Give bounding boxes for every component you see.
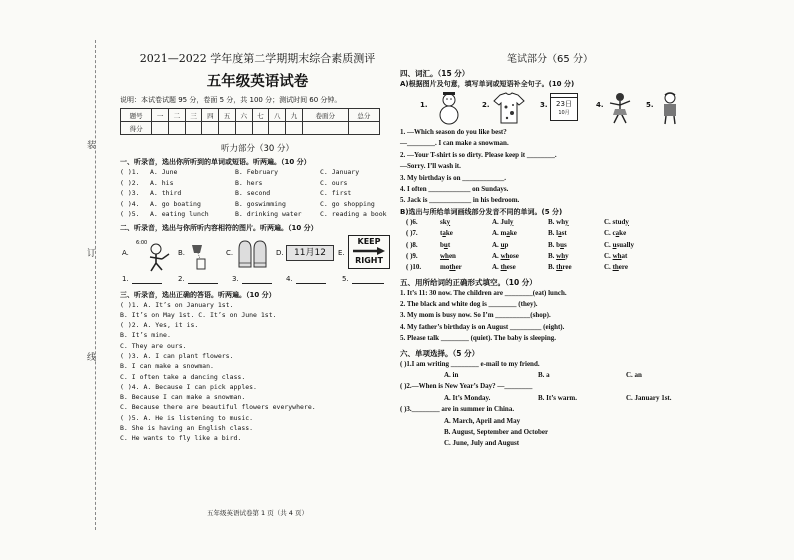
blank-label: 1. — [122, 274, 129, 283]
option-b: B. drinking water — [235, 210, 302, 218]
option-a: A. eating lunch — [150, 210, 209, 218]
section-1-heading: 一、听录音，选出你所听到的单词或短语。听两遍。（10 分） — [120, 158, 311, 166]
underlined-part: wh — [440, 251, 449, 260]
margin-label-1: 装 — [85, 140, 95, 149]
item-number: ( )4. — [120, 199, 140, 208]
item-number: ( )9. — [406, 251, 418, 260]
list-item: C. Because there are beautiful flowers everywhere. — [120, 403, 316, 412]
section-4b-list — [400, 217, 700, 274]
clock-time-text: 6:00 — [136, 239, 148, 246]
underlined-part: a — [615, 229, 620, 238]
word-part: ose — [509, 251, 519, 260]
word-part: C. c — [604, 229, 616, 238]
list-item: 5. Jack is ____________ in his bedroom. — [400, 196, 520, 205]
word-part: s — [563, 240, 567, 249]
score-header-cell: 四 — [202, 109, 219, 122]
dirty-tshirt-picture — [492, 91, 526, 125]
underlined-part: y — [625, 217, 629, 226]
word-part: st — [561, 229, 567, 238]
underlined-part: y — [446, 217, 451, 226]
score-cell[interactable] — [152, 122, 169, 135]
underlined-part: th — [449, 263, 456, 272]
score-table-header — [121, 109, 380, 122]
picture-answer-blanks — [120, 275, 395, 287]
question-3: ( )3.________ are in summer in China. — [400, 405, 515, 414]
score-header-cell: 七 — [252, 109, 269, 122]
list-item: ( )5. A. He is listening to music. — [120, 413, 254, 422]
section-3-heading: 三、听录音，选出正确的答语。听两遍。（10 分） — [120, 290, 276, 299]
section-2-heading: 二、听录音，选出与你所听内容相符的图片。听两遍。（10 分） — [120, 223, 318, 232]
score-cell[interactable] — [219, 122, 236, 135]
score-cell[interactable] — [235, 122, 252, 135]
item-number: ( )3. — [120, 189, 140, 197]
section-4a-list — [400, 127, 700, 207]
gloves-picture — [236, 237, 270, 271]
list-item: 4. My father’s birthday is on August _________ (eight). — [400, 322, 565, 331]
option-a: A. go boating — [150, 199, 201, 208]
item-number: ( )1. — [120, 168, 140, 176]
word-part: A. — [492, 263, 501, 272]
option-b — [548, 262, 572, 273]
listening-part-title: 听力部分（30 分） — [220, 144, 295, 154]
section-3-list — [120, 300, 395, 444]
list-item: C. They are ours. — [120, 341, 187, 350]
sign-line-1: KEEP — [357, 236, 381, 246]
item-number: ( )7. — [406, 229, 418, 238]
option-c — [604, 217, 629, 228]
option-a: A. his — [150, 178, 174, 187]
list-item: C. He wants to fly like a bird. — [120, 434, 242, 443]
option-c: C. reading a book — [320, 210, 387, 218]
question-3-option-c: C. June, July and August — [444, 439, 520, 448]
word-part: en — [448, 251, 456, 260]
score-header-cell: 题号 — [121, 109, 152, 122]
snowman-picture — [432, 91, 466, 125]
option-c: C. an — [626, 371, 642, 380]
list-item: 2. The black and white dog is ________ (they). — [400, 300, 538, 309]
target-word — [440, 262, 462, 273]
dancing-girl-picture — [606, 91, 634, 125]
score-table-row — [121, 122, 380, 135]
option-c — [604, 240, 634, 251]
option-c: C. January 1st. — [626, 393, 672, 402]
score-table — [120, 108, 380, 135]
list-item: —________. I can make a snowman. — [400, 139, 509, 148]
word-part: t — [447, 240, 451, 249]
list-item: C. I often take a dancing class. — [120, 372, 246, 381]
writing-part-title: 笔试部分（65 分） — [507, 54, 593, 65]
option-b — [548, 228, 567, 239]
word-part: A. m — [492, 229, 507, 238]
underlined-part: wh — [556, 251, 566, 260]
question-3-option-b: B. August, September and October — [444, 427, 549, 436]
score-header-cell: 总分 — [348, 109, 379, 122]
underlined-part: wh — [612, 251, 622, 260]
option-c: C. go shopping — [320, 199, 375, 208]
option-a: A. June — [150, 168, 178, 176]
list-item: B. Because I can make a snowman. — [120, 393, 246, 402]
calendar-picture — [550, 93, 578, 121]
answer-blank[interactable] — [296, 283, 326, 284]
pic-number: 2. — [482, 101, 490, 109]
page-footer: 五年级英语试卷第 1 页（共 4 页） — [206, 509, 309, 517]
list-item: ( )1. A. It’s on January 1st. — [120, 300, 234, 309]
exam-note: 说明：本试卷试题 95 分，卷面 5 分，共 100 分；测试时间 60 分钟。 — [120, 96, 342, 104]
score-cell[interactable] — [286, 122, 303, 135]
pic-letter-a: A. — [122, 248, 129, 257]
question-2-options — [400, 393, 700, 404]
section-6-heading: 六、单项选择。（5 分） — [400, 348, 480, 358]
underlined-part: y — [565, 217, 569, 226]
list-item: 1. —Which season do you like best? — [400, 128, 507, 136]
option-b — [548, 240, 567, 251]
option-a — [492, 240, 508, 251]
blank-label: 3. — [232, 274, 239, 283]
list-item — [400, 262, 700, 273]
word-part: C. — [604, 251, 613, 260]
word-part: er — [455, 263, 462, 272]
score-header-cell: 一 — [152, 109, 169, 122]
score-cell[interactable] — [348, 122, 379, 135]
word-part: p — [504, 240, 509, 249]
pic-letter-c: C. — [226, 248, 234, 257]
score-header-cell: 九 — [286, 109, 303, 122]
exam-title: 五年级英语试卷 — [206, 73, 309, 90]
score-header-cell: 五 — [219, 109, 236, 122]
score-header-cell: 三 — [185, 109, 202, 122]
word-part: y — [565, 251, 569, 260]
section-1-list — [120, 167, 395, 220]
pic-number: 4. — [596, 101, 604, 109]
answer-blank[interactable] — [132, 283, 162, 284]
word-part: at — [621, 251, 628, 260]
vocab-picture-row — [400, 91, 700, 127]
list-item — [400, 228, 700, 239]
word-part: mo — [440, 263, 450, 272]
item-number: ( )5. — [120, 210, 140, 218]
underlined-part: u — [612, 240, 617, 249]
list-item: ( )2. A. Yes, it is. — [120, 321, 199, 330]
underlined-part: th — [556, 263, 563, 272]
underlined-part: th — [612, 263, 619, 272]
list-item: 3. My birthday is on ____________. — [400, 173, 506, 182]
pic-letter-d: D. — [276, 248, 284, 257]
list-item — [120, 167, 395, 178]
list-item — [400, 217, 700, 228]
score-cell[interactable] — [185, 122, 202, 135]
margin-label-3: 线 — [85, 352, 95, 361]
score-header-cell: 六 — [235, 109, 252, 122]
calendar-date-picture: 11月12 — [286, 245, 334, 261]
word-part: t — [440, 229, 443, 238]
word-part: B. b — [548, 240, 561, 249]
list-item: 4. I often ____________ on Sundays. — [400, 184, 509, 193]
answer-blank[interactable] — [242, 283, 272, 284]
option-c — [604, 228, 626, 239]
list-item: B. She is having an English class. — [120, 424, 254, 433]
question-1-options — [400, 370, 700, 381]
target-word — [440, 251, 456, 262]
underlined-part: y — [509, 217, 514, 226]
right-page — [400, 50, 700, 520]
blank-label: 2. — [178, 274, 185, 283]
margin-label-2: 订 — [85, 248, 95, 257]
word-part: A. Jul — [492, 217, 510, 226]
pic-number: 3. — [540, 101, 548, 109]
option-b: B. a — [538, 371, 550, 380]
list-item: B. It’s on May 1st. C. It’s on June 1st. — [120, 310, 277, 319]
word-part: ere — [618, 263, 628, 272]
blank-label: 4. — [286, 274, 293, 283]
pic-number: 5. — [646, 101, 654, 109]
item-number: ( )6. — [406, 217, 418, 226]
score-cell[interactable] — [252, 122, 269, 135]
pic-number: 1. — [420, 101, 428, 109]
underlined-part: th — [500, 263, 507, 272]
score-header-cell: 八 — [269, 109, 286, 122]
option-b: B. It’s warm. — [538, 393, 578, 402]
section-4-heading: 四、词汇。（15 分） — [400, 69, 470, 78]
score-row-label: 得分 — [121, 122, 152, 135]
word-part: sk — [440, 217, 447, 226]
word-part: C. — [604, 240, 613, 249]
word-part: C. — [604, 263, 613, 272]
section-4b-heading: B)选出与所给单词画线部分发音不同的单词。(5 分) — [400, 207, 563, 216]
list-item: B. It’s mine. — [120, 331, 171, 340]
item-number: ( )8. — [406, 240, 418, 249]
left-page — [120, 50, 395, 520]
word-part: ree — [562, 263, 572, 272]
option-a — [492, 262, 516, 273]
option-b: B. hers — [235, 178, 263, 187]
word-part: A. — [492, 251, 501, 260]
arrow-right-icon — [351, 247, 387, 255]
underlined-part: a — [506, 229, 510, 238]
score-header-cell: 卷面分 — [302, 109, 348, 122]
pouring-water-picture — [188, 241, 216, 271]
target-word — [440, 240, 450, 251]
option-a: A. third — [150, 189, 182, 197]
answer-blank[interactable] — [188, 283, 218, 284]
option-c: C. ours — [320, 178, 348, 187]
underlined-part: a — [558, 229, 562, 238]
word-part: A. — [492, 240, 501, 249]
score-cell[interactable] — [269, 122, 286, 135]
question-3-option-a: A. March, April and May — [444, 416, 521, 425]
word-part: ke — [509, 229, 517, 238]
option-c: C. January — [320, 168, 360, 176]
list-item — [120, 178, 395, 189]
keep-right-sign — [348, 235, 390, 269]
underlined-part: a — [442, 229, 446, 238]
calendar-day: 23日 — [556, 100, 572, 108]
option-c — [604, 251, 627, 262]
word-part: ke — [445, 229, 453, 238]
boy-with-clock-picture — [132, 237, 174, 273]
question-2: ( )2.—When is New Year’s Day? —________ — [400, 382, 533, 391]
boy-reading-picture — [656, 91, 684, 125]
word-part: B. — [548, 251, 557, 260]
answer-blank[interactable] — [352, 283, 384, 284]
exam-term-title: 2021—2022 学年度第二学期期末综合素质测评 — [139, 52, 376, 65]
item-number: ( )10. — [406, 263, 422, 272]
option-b — [548, 217, 569, 228]
option-b: B. goswimming — [235, 199, 286, 208]
option-a — [492, 217, 513, 228]
list-item — [120, 188, 395, 199]
option-a: A. in — [444, 371, 459, 380]
list-item: —Sorry. I’ll wash it. — [400, 162, 461, 171]
score-header-cell: 二 — [168, 109, 185, 122]
word-part: C. stud — [604, 217, 626, 226]
section-5-heading: 五、用所给词的正确形式填空。（10 分） — [400, 277, 537, 287]
underlined-part: wh — [500, 251, 510, 260]
list-item — [120, 209, 395, 220]
list-item: B. I can make a snowman. — [120, 362, 214, 371]
word-part: b — [440, 240, 444, 249]
section-4a-heading: A)根据图片及句意，填写单词或短语补全句子。(10 分) — [400, 80, 575, 88]
word-part: B. l — [548, 229, 559, 238]
list-item — [400, 240, 700, 251]
sign-line-2: RIGHT — [355, 255, 383, 265]
option-c: C. first — [320, 189, 352, 197]
list-item — [120, 199, 395, 210]
blank-label: 5. — [342, 274, 349, 283]
list-item: 1. It’s 11: 30 now. The children are ________(eat) lunch. — [400, 288, 567, 297]
option-b — [548, 251, 569, 262]
target-word — [440, 217, 450, 228]
underlined-part: u — [560, 240, 564, 249]
option-b: B. February — [235, 168, 279, 176]
list-item: 2. —Your T-shirt is so dirty. Please keep it ________. — [400, 150, 557, 159]
underlined-part: u — [443, 240, 448, 249]
option-b: B. second — [235, 189, 271, 197]
word-part: B. wh — [548, 217, 566, 226]
score-cell[interactable] — [202, 122, 219, 135]
list-item — [400, 251, 700, 262]
binding-line — [95, 40, 96, 530]
list-item: 3. My mom is busy now. So I’m __________(shop). — [400, 311, 551, 320]
section-5-list — [400, 288, 700, 345]
list-item: 5. Please talk ________ (quiet). The baby is sleeping. — [400, 334, 557, 343]
word-part: ese — [506, 263, 516, 272]
list-item: ( )3. A. I can plant flowers. — [120, 351, 234, 360]
score-cell[interactable] — [168, 122, 185, 135]
option-a: A. It’s Monday. — [444, 393, 491, 402]
target-word — [440, 228, 453, 239]
picture-row — [120, 235, 395, 275]
list-item: ( )4. A. Because I can pick apples. — [120, 382, 257, 391]
pic-letter-e: E. — [338, 248, 345, 257]
option-a — [492, 251, 519, 262]
underlined-part: u — [500, 240, 505, 249]
word-part: sually — [616, 240, 634, 249]
pic-letter-b: B. — [178, 248, 186, 257]
option-c — [604, 262, 628, 273]
word-part: ke — [619, 229, 627, 238]
option-a — [492, 228, 517, 239]
calendar-month: 10月 — [558, 110, 570, 116]
item-number: ( )2. — [120, 178, 140, 187]
score-cell[interactable] — [302, 122, 348, 135]
word-part: B. — [548, 263, 557, 272]
question-1: ( )1.I am writing ________ e-mail to my friend. — [400, 359, 540, 368]
